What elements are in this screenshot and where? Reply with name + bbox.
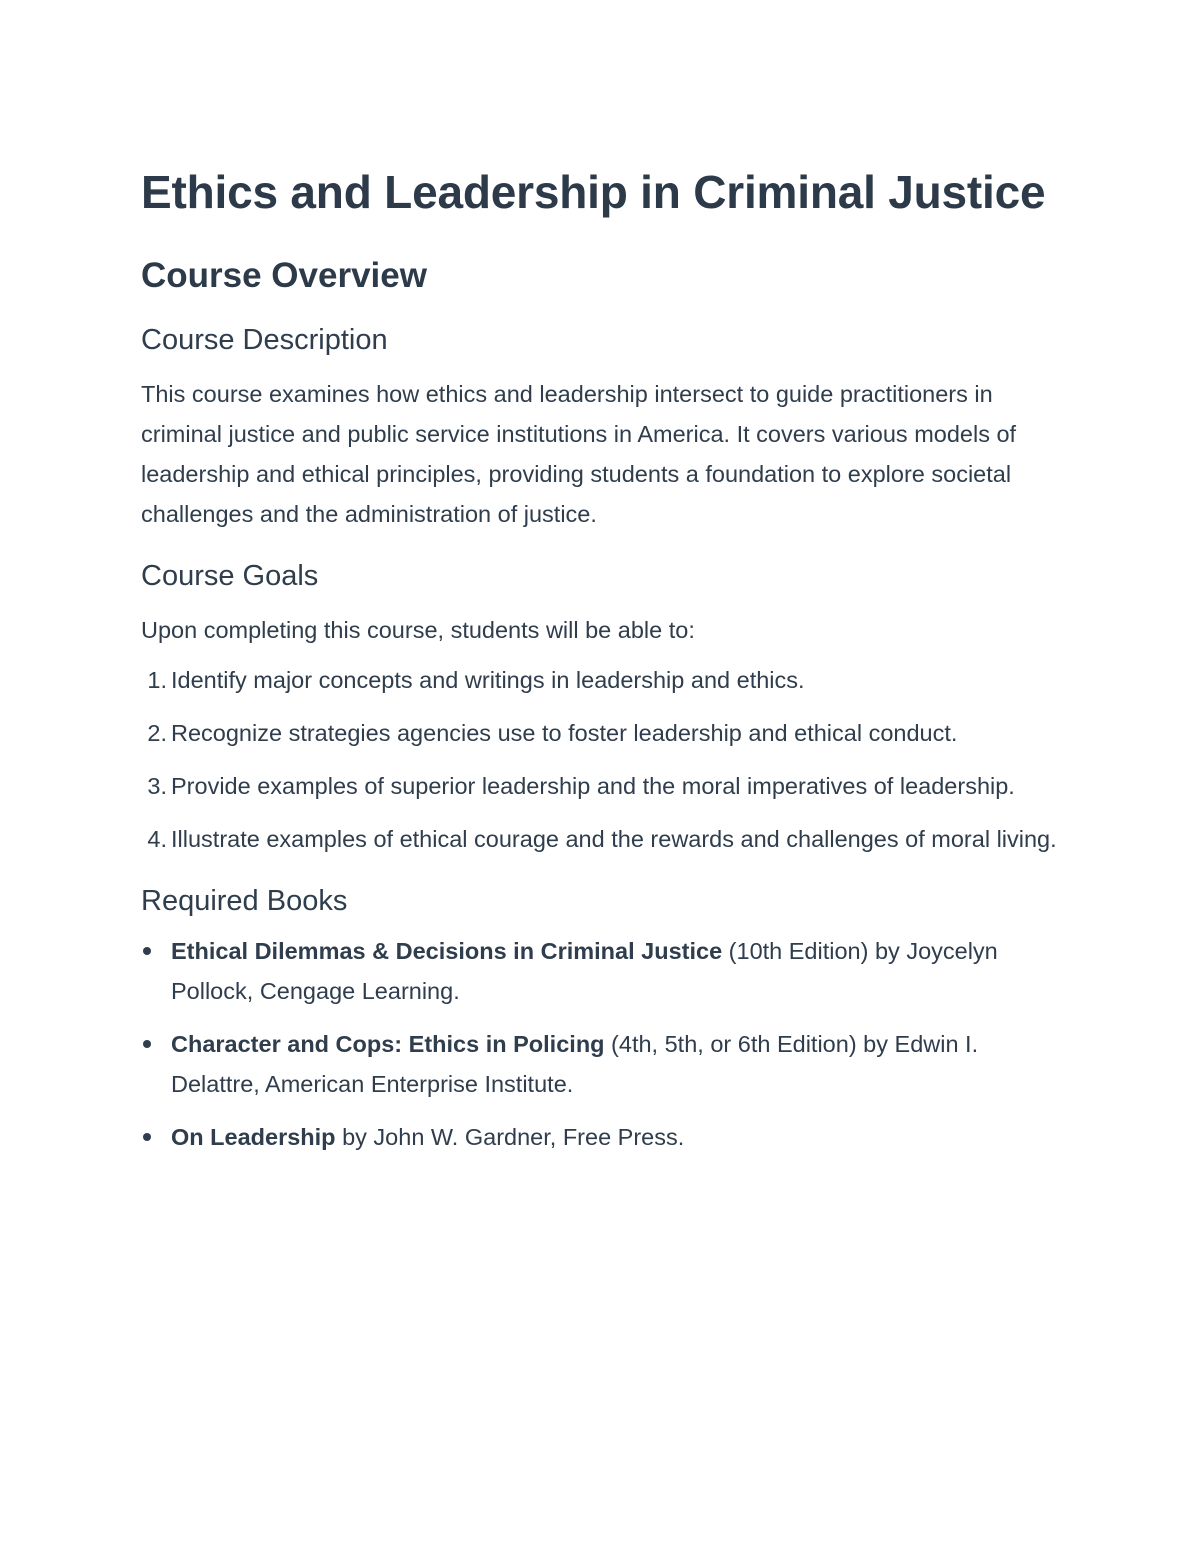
goal-item xyxy=(141,660,1071,700)
goal-text: Illustrate examples of ethical courage and the rewards and challenges of moral living. xyxy=(171,826,1057,852)
book-title: Character and Cops: Ethics in Policing xyxy=(171,1031,605,1057)
goal-item xyxy=(141,713,1071,753)
book-item xyxy=(141,931,1071,1011)
bullet-icon xyxy=(143,1040,151,1048)
book-item xyxy=(141,1117,1071,1157)
book-item xyxy=(141,1024,1071,1104)
document-page xyxy=(141,160,1071,1170)
goal-number: 3. xyxy=(147,773,167,799)
goal-item xyxy=(141,819,1071,859)
section-heading: Course Overview xyxy=(141,256,427,295)
goal-text: Provide examples of superior leadership and the moral imperatives of leadership. xyxy=(171,773,1015,799)
books-list xyxy=(141,931,1071,1157)
description-heading: Course Description xyxy=(141,324,388,356)
goal-text: Recognize strategies agencies use to foster leadership and ethical conduct. xyxy=(171,720,958,746)
book-details: by John W. Gardner, Free Press. xyxy=(335,1124,685,1150)
document-title: Ethics and Leadership in Criminal Justice xyxy=(141,166,1046,218)
book-title: Ethical Dilemmas & Decisions in Criminal Justice xyxy=(171,938,723,964)
goal-number: 1. xyxy=(147,667,167,693)
book-details: (4th, 5th, or 6th Edition) by Edwin I. Delattre, American Enterprise Institute. xyxy=(171,1031,979,1097)
goal-number: 4. xyxy=(147,826,167,852)
book-title: On Leadership xyxy=(171,1124,336,1150)
goal-text: Identify major concepts and writings in leadership and ethics. xyxy=(171,667,805,693)
bullet-icon xyxy=(143,1133,151,1141)
goals-intro: Upon completing this course, students will be able to: xyxy=(141,617,695,643)
goals-list xyxy=(141,660,1071,859)
goals-heading: Course Goals xyxy=(141,560,319,592)
goal-number: 2. xyxy=(147,720,167,746)
books-heading: Required Books xyxy=(141,885,348,917)
book-details: (10th Edition) by Joycelyn Pollock, Cengage Learning. xyxy=(171,938,998,1004)
description-text: This course examines how ethics and leadership intersect to guide practitioners in criminal justice and public service institutions in America. It covers various models of leadership and ethical principles, providing students a foundation to explore societal challenges and the administration of justice. xyxy=(141,381,1017,527)
bullet-icon xyxy=(143,947,151,955)
goal-item xyxy=(141,766,1071,806)
